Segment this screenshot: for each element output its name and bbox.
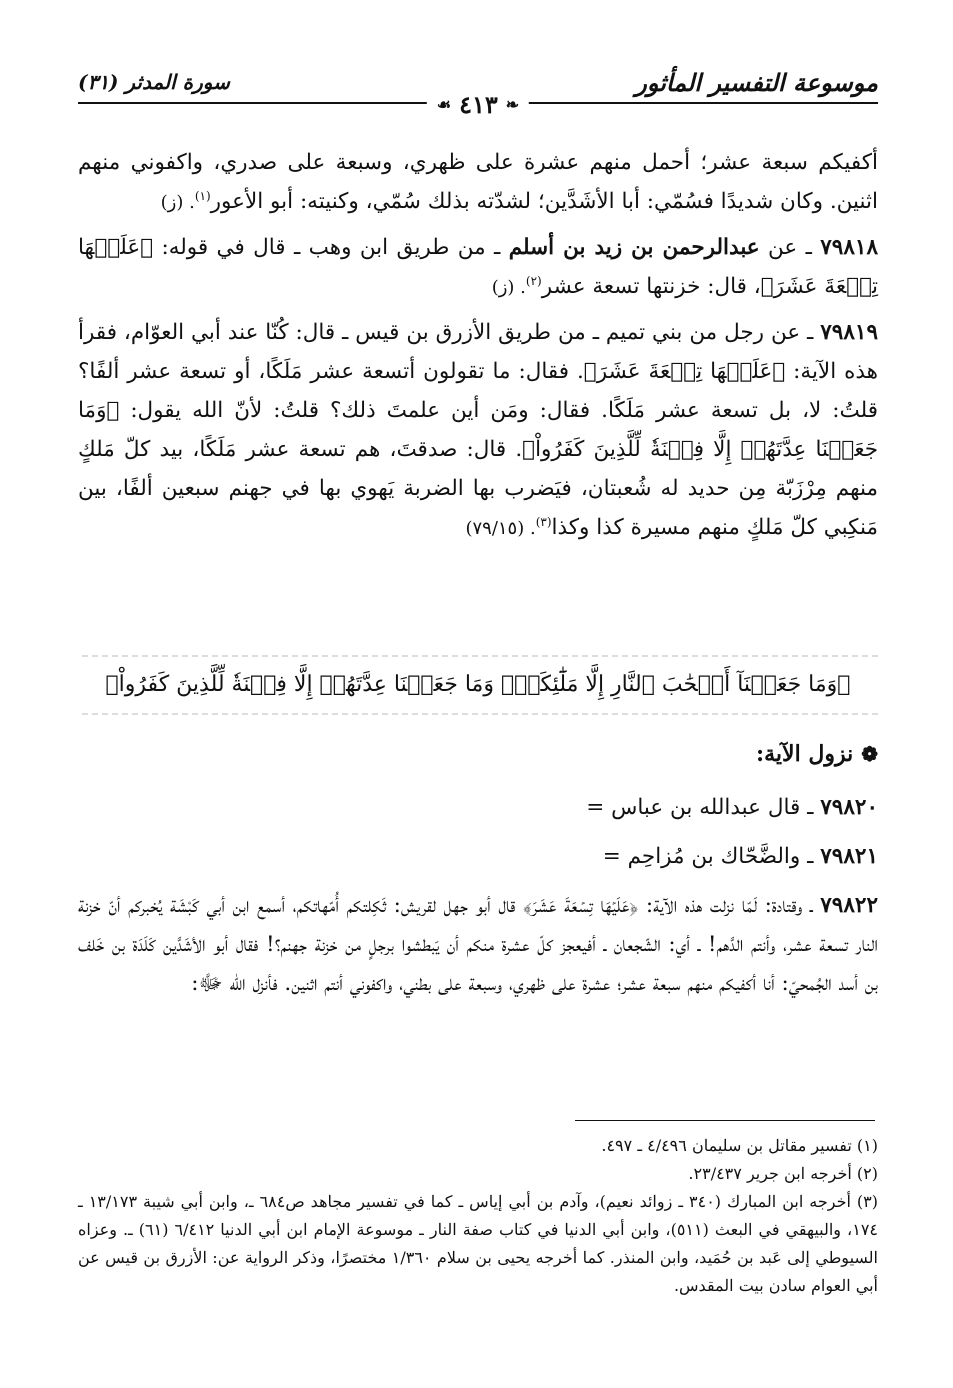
paragraph-text: ـ عن (759, 235, 821, 260)
page-number: ٤١٣ (459, 90, 498, 119)
hadith-number: ٧٩٨١٨ (820, 235, 878, 260)
page-number-box (427, 90, 529, 119)
page-header (78, 62, 878, 119)
quran-verse-block (78, 655, 878, 715)
revelation-section (78, 735, 878, 1013)
main-text (78, 143, 878, 554)
hadith-number: ٧٩٨٢٢ (820, 893, 878, 918)
paragraph-text: أكفيكم سبعة عشر؛ أحمل منهم عشرة على ظهري، وسبعة على صدري، واكفوني منهم اثنين. وكان شديدًا فسُمّي: أبا الأشَدَّين؛ لشدّته بذلك سُمّي، وكنيته: أبو الأعور (78, 150, 878, 214)
source-code: . (٧٩/١٥) (465, 518, 536, 539)
paragraph-text: ـ من طريق ابن وهب ـ قال في قوله: ﴿عَلَيۡهَا تِسۡعَةَ عَشَرَ﴾، قال: خزنتها تسعة عشر (78, 235, 878, 299)
narration-line (78, 837, 878, 876)
section-title-text: نزول الآية: (756, 741, 854, 767)
paragraph (78, 313, 878, 548)
paragraph-text: ـ عن رجل من بني تميم ـ من طريق الأزرق بن قيس ـ قال: كُنّا عند أبي العوّام، فقرأ هذه الآية: ﴿عَلَيۡهَا تِسۡعَةَ عَشَرَ﴾. فقال: ما تقولون أتسعة عشر مَلَكًا، أو تسعة عشر ألفًا؟ قلتُ: لا، بل تسعة عشر مَلَكًا. فقال: ومَن أين علمتَ ذلك؟ قلتُ: لأنّ الله يقول: ﴿وَمَا جَعَلۡنَا عِدَّتَهُمۡ إِلَّا فِتۡنَةٗ لِّلَّذِينَ كَفَرُواْ﴾. قال: صدقتَ، هم تسعة عشر مَلَكًا، بيد كلّ مَلكٍ منهم مِرْزَبّة مِن حديد له شُعبتان، فيَضرب بها الضربة يَهوي بها في جهنم سبعين ألفًا، بين مَنكِبي كلّ مَلكٍ منهم مسيرة كذا وكذا (78, 320, 878, 540)
footnote-rule (575, 1120, 875, 1121)
hadith-number: ٧٩٨٢٠ (820, 795, 878, 820)
flower-icon: ❁ (861, 742, 878, 766)
verse-border (78, 713, 878, 715)
footnote-marker: (٢) (525, 273, 542, 288)
verse-border (78, 655, 878, 657)
hadith-number: ٧٩٨١٩ (820, 320, 878, 345)
source-code: . (ز) (160, 192, 195, 213)
quran-verse: ﴿وَمَا جَعَلۡنَآ أَصۡحَٰبَ ٱلنَّارِ إِلَّا مَلَٰٓئِكَةٗۙ وَمَا جَعَلۡنَا عِدَّتَهُمۡ إِلَّا فِتۡنَةٗ لِّلَّذِينَ كَفَرُواْ﴾ (105, 672, 851, 697)
narration-text: ـ والضَّحّاك بن مُزاحِم = (602, 844, 821, 869)
paragraph (78, 143, 878, 222)
section-title (78, 735, 878, 774)
footnote-marker: (١) (194, 188, 211, 203)
hadith-number: ٧٩٨٢١ (820, 844, 878, 869)
narration-text: ـ قال عبدالله بن عباس = (586, 795, 821, 820)
footnote: (٢) أخرجه ابن جرير ٢٣/٤٣٧. (688, 1164, 878, 1183)
footnote: (١) تفسير مقاتل بن سليمان ٤/٤٩٦ ـ ٤٩٧. (601, 1136, 878, 1155)
source-code: . (ز) (491, 277, 526, 298)
ornament-icon: ☙ (436, 95, 452, 114)
surah-label: سورة المدثر (٣١) (78, 70, 230, 94)
footnote: (٣) أخرجه ابن المبارك (٣٤٠ ـ زوائد نعيم)، وآدم بن أبي إياس ـ كما في تفسير مجاهد ص٦٨٤ ـ، وابن أبي شيبة ١٣/١٧٣ ـ ١٧٤، والبيهقي في البعث (٥١١)، وابن أبي الدنيا في كتاب صفة النار ـ موسوعة الإمام ابن أبي الدنيا ٦/٤١٢ (٦١) ـ. وعزاه السيوطي إلى عَبد بن حُمَيد، وابن المنذر. كما أخرجه يحيى بن سلام ١/٣٦٠ مختصرًا، وذكر الرواية عن: الأزرق بن قيس عن أبي العوام سادن بيت المقدس. (78, 1192, 878, 1295)
footnotes (78, 1132, 878, 1300)
narration-text: ـ وقتادة: لَمّا نزلت هذه الآية: ﴿عَلَيۡهَا تِسۡعَةَ عَشَرَ﴾ قال أبو جهل لقريش: ثَكِلتكم أُمّهاتكم، أسمع ابن أبي كَبْشَة يُخبركم أنّ خزنة النار تسعة عشر، وأنتم الدَّهم! ـ أي: الشّجعان ـ أفيعجز كلّ عشرة منكم أن يَبطشوا برجلٍ من خزنة جهنم؟! فقال أبو الأشَدَّين كَلَدَة بن خَلف بن أسد الجُمحيّ: أنا أكفيكم منهم سبعة عشر؛ عشرة على ظهري، وسبعة على بطني، واكفوني أنتم اثنين. فأنزل الله ﷻ: (78, 893, 878, 996)
paragraph (78, 228, 878, 307)
ornament-icon: ❧ (505, 95, 520, 114)
book-title: موسوعة التفسير المأثور (635, 68, 878, 97)
narrator-name: عبدالرحمن بن زيد بن أسلم (508, 235, 760, 260)
footnote-marker: (٣) (535, 514, 552, 529)
narration-line (78, 788, 878, 827)
narration-line (78, 886, 878, 1003)
